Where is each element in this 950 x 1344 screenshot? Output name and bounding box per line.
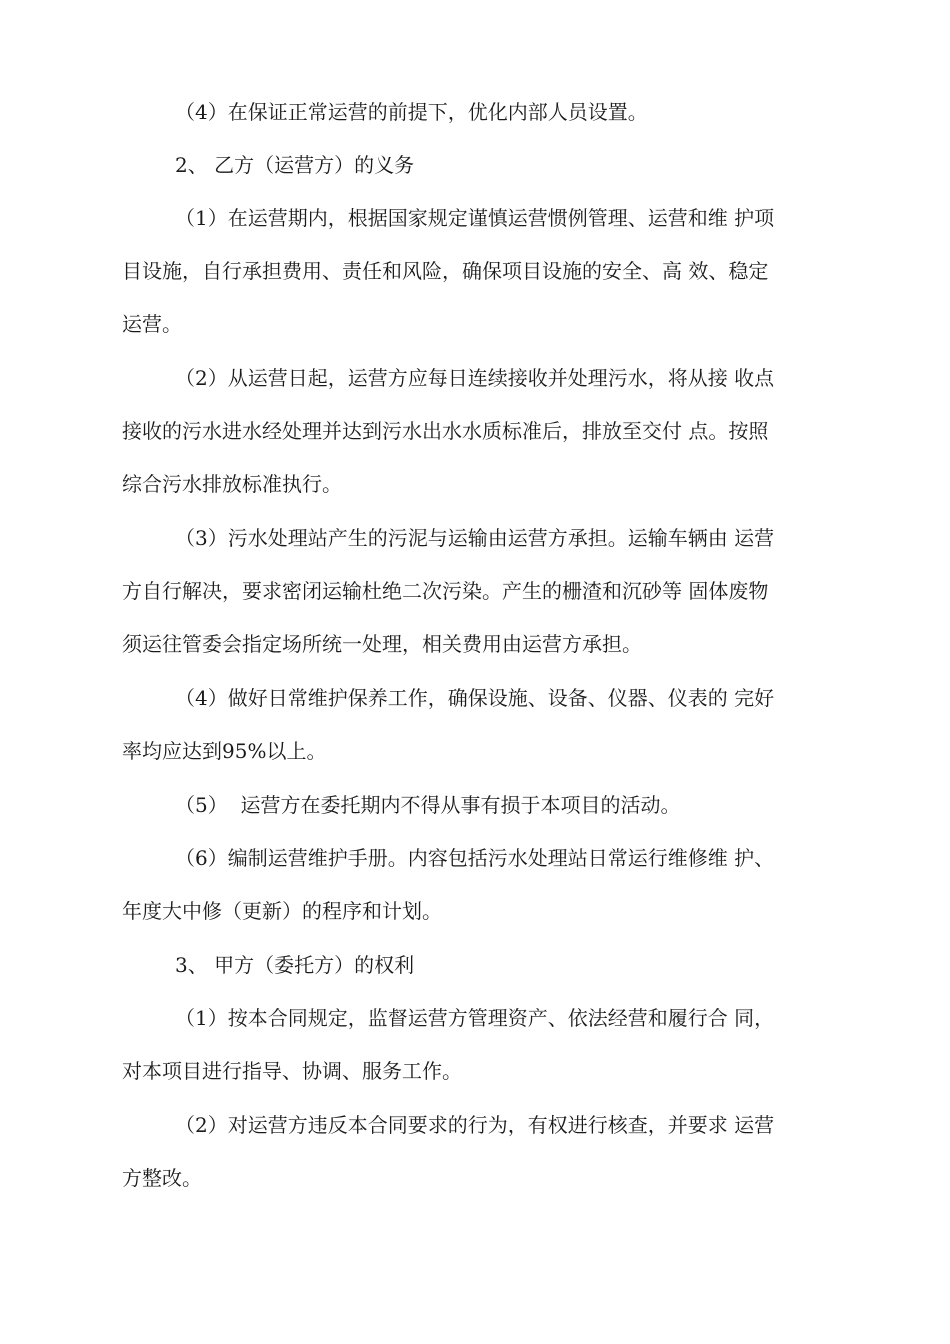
- text-line: 率均应达到95%以上。: [122, 739, 327, 763]
- text-line: 方整改。: [122, 1166, 202, 1190]
- text-line: （2）对运营方违反本合同要求的行为，有权进行核查，并要求 运营: [175, 1113, 775, 1137]
- text-line: （6）编制运营维护手册。内容包括污水处理站日常运行维修维 护、: [175, 846, 775, 870]
- text-line: 目设施，自行承担费用、责任和风险，确保项目设施的安全、高 效、稳定: [122, 259, 769, 283]
- text-line: （5） 运营方在委托期内不得从事有损于本项目的活动。: [175, 793, 681, 817]
- text-line: （1）按本合同规定，监督运营方管理资产、依法经营和履行合 同，: [175, 1006, 775, 1030]
- text-line: （4）做好日常维护保养工作，确保设施、设备、仪器、仪表的 完好: [175, 686, 775, 710]
- text-line: 方自行解决，要求密闭运输杜绝二次污染。产生的栅渣和沉砂等 固体废物: [122, 579, 769, 603]
- text-line: 接收的污水进水经处理并达到污水出水水质标准后，排放至交付 点。按照: [122, 419, 769, 443]
- text-line: （4）在保证正常运营的前提下，优化内部人员设置。: [175, 100, 648, 124]
- text-line: （2）从运营日起，运营方应每日连续接收并处理污水，将从接 收点: [175, 366, 775, 390]
- text-line: 对本项目进行指导、协调、服务工作。: [122, 1059, 462, 1083]
- text-line: 综合污水排放标准执行。: [122, 472, 342, 496]
- text-line: （3）污水处理站产生的污泥与运输由运营方承担。运输车辆由 运营: [175, 526, 775, 550]
- text-line: 运营。: [122, 312, 182, 336]
- text-line: （1）在运营期内，根据国家规定谨慎运营惯例管理、运营和维 护项: [175, 206, 775, 230]
- section-heading: 3、 甲方（委托方）的权利: [175, 953, 415, 977]
- section-heading: 2、 乙方（运营方）的义务: [175, 153, 415, 177]
- text-line: 须运往管委会指定场所统一处理，相关费用由运营方承担。: [122, 632, 642, 656]
- text-line: 年度大中修（更新）的程序和计划。: [122, 899, 442, 923]
